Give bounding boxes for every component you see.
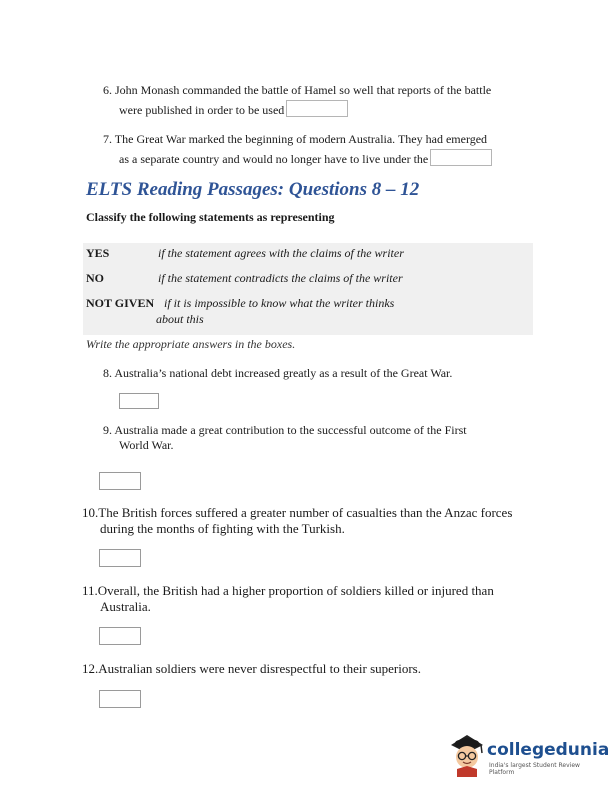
key-no-meaning: if the statement contradicts the claims of the writer <box>158 271 403 285</box>
question-7-line2 <box>119 149 492 168</box>
question-6 <box>103 81 491 99</box>
key-yes-label: YES <box>86 246 110 260</box>
question-8 <box>103 364 452 382</box>
key-no-label: NO <box>86 271 104 285</box>
answer-box-8[interactable] <box>119 393 159 409</box>
question-6-line2 <box>119 100 348 119</box>
brand-tagline: India's largest Student Review Platform <box>489 762 580 776</box>
section-heading: ELTS Reading Passages: Questions 8 – 12 <box>86 179 420 200</box>
question-number: 9. <box>103 423 112 437</box>
question-text-line2: were published in order to be used <box>119 103 285 117</box>
question-text-line1: The British forces suffered a greater number of casualties than the Anzac forces <box>98 505 513 520</box>
question-9-line2 <box>119 438 174 453</box>
answer-box-11[interactable] <box>99 627 141 645</box>
question-text-line2: World War. <box>119 438 174 452</box>
key-yes-meaning: if the statement agrees with the claims of the writer <box>158 246 404 260</box>
brand-logo <box>447 731 610 779</box>
question-text-line2: Australia. <box>100 599 151 614</box>
key-not-given-meaning-line2: about this <box>156 312 204 326</box>
answer-box-10[interactable] <box>99 549 141 567</box>
question-7 <box>103 130 487 148</box>
question-number: 6. <box>103 83 112 97</box>
key-not-given-label: NOT GIVEN <box>86 296 155 310</box>
answer-box-9[interactable] <box>99 472 141 490</box>
question-number: 7. <box>103 132 112 146</box>
answer-box-12[interactable] <box>99 690 141 708</box>
question-text-line2: during the months of fighting with the Turkish. <box>100 521 345 536</box>
answer-box-6[interactable] <box>286 100 348 117</box>
question-text-line1: Australia’s national debt increased greatly as a result of the Great War. <box>114 366 453 380</box>
write-instruction: Write the appropriate answers in the boxes. <box>86 337 296 351</box>
key-not-given-meaning-line1: if it is impossible to know what the writer thinks <box>164 296 395 310</box>
question-11-line2 <box>100 599 151 615</box>
question-number: 10. <box>82 505 99 520</box>
question-number: 11. <box>82 583 98 598</box>
question-12 <box>82 661 421 677</box>
question-10-line2 <box>100 521 345 537</box>
question-9 <box>103 423 467 438</box>
question-number: 12. <box>82 661 99 676</box>
mascot-icon <box>447 731 487 777</box>
question-number: 8. <box>103 366 112 380</box>
answer-box-7[interactable] <box>430 149 492 166</box>
question-text-line1: Overall, the British had a higher proportion of soldiers killed or injured than <box>97 583 494 598</box>
question-text-line1: Australian soldiers were never disrespectful to their superiors. <box>98 661 421 676</box>
question-text-line2: as a separate country and would no longer have to live under the <box>119 152 429 166</box>
question-text-line1: John Monash commanded the battle of Hamel so well that reports of the battle <box>115 83 492 97</box>
brand-name: collegedunia <box>487 740 610 760</box>
section-instruction: Classify the following statements as representing <box>86 210 335 224</box>
question-text-line1: The Great War marked the beginning of modern Australia. They had emerged <box>114 132 488 146</box>
question-11 <box>82 583 494 599</box>
question-10 <box>82 505 512 521</box>
question-text-line1: Australia made a great contribution to the successful outcome of the First <box>114 423 467 437</box>
